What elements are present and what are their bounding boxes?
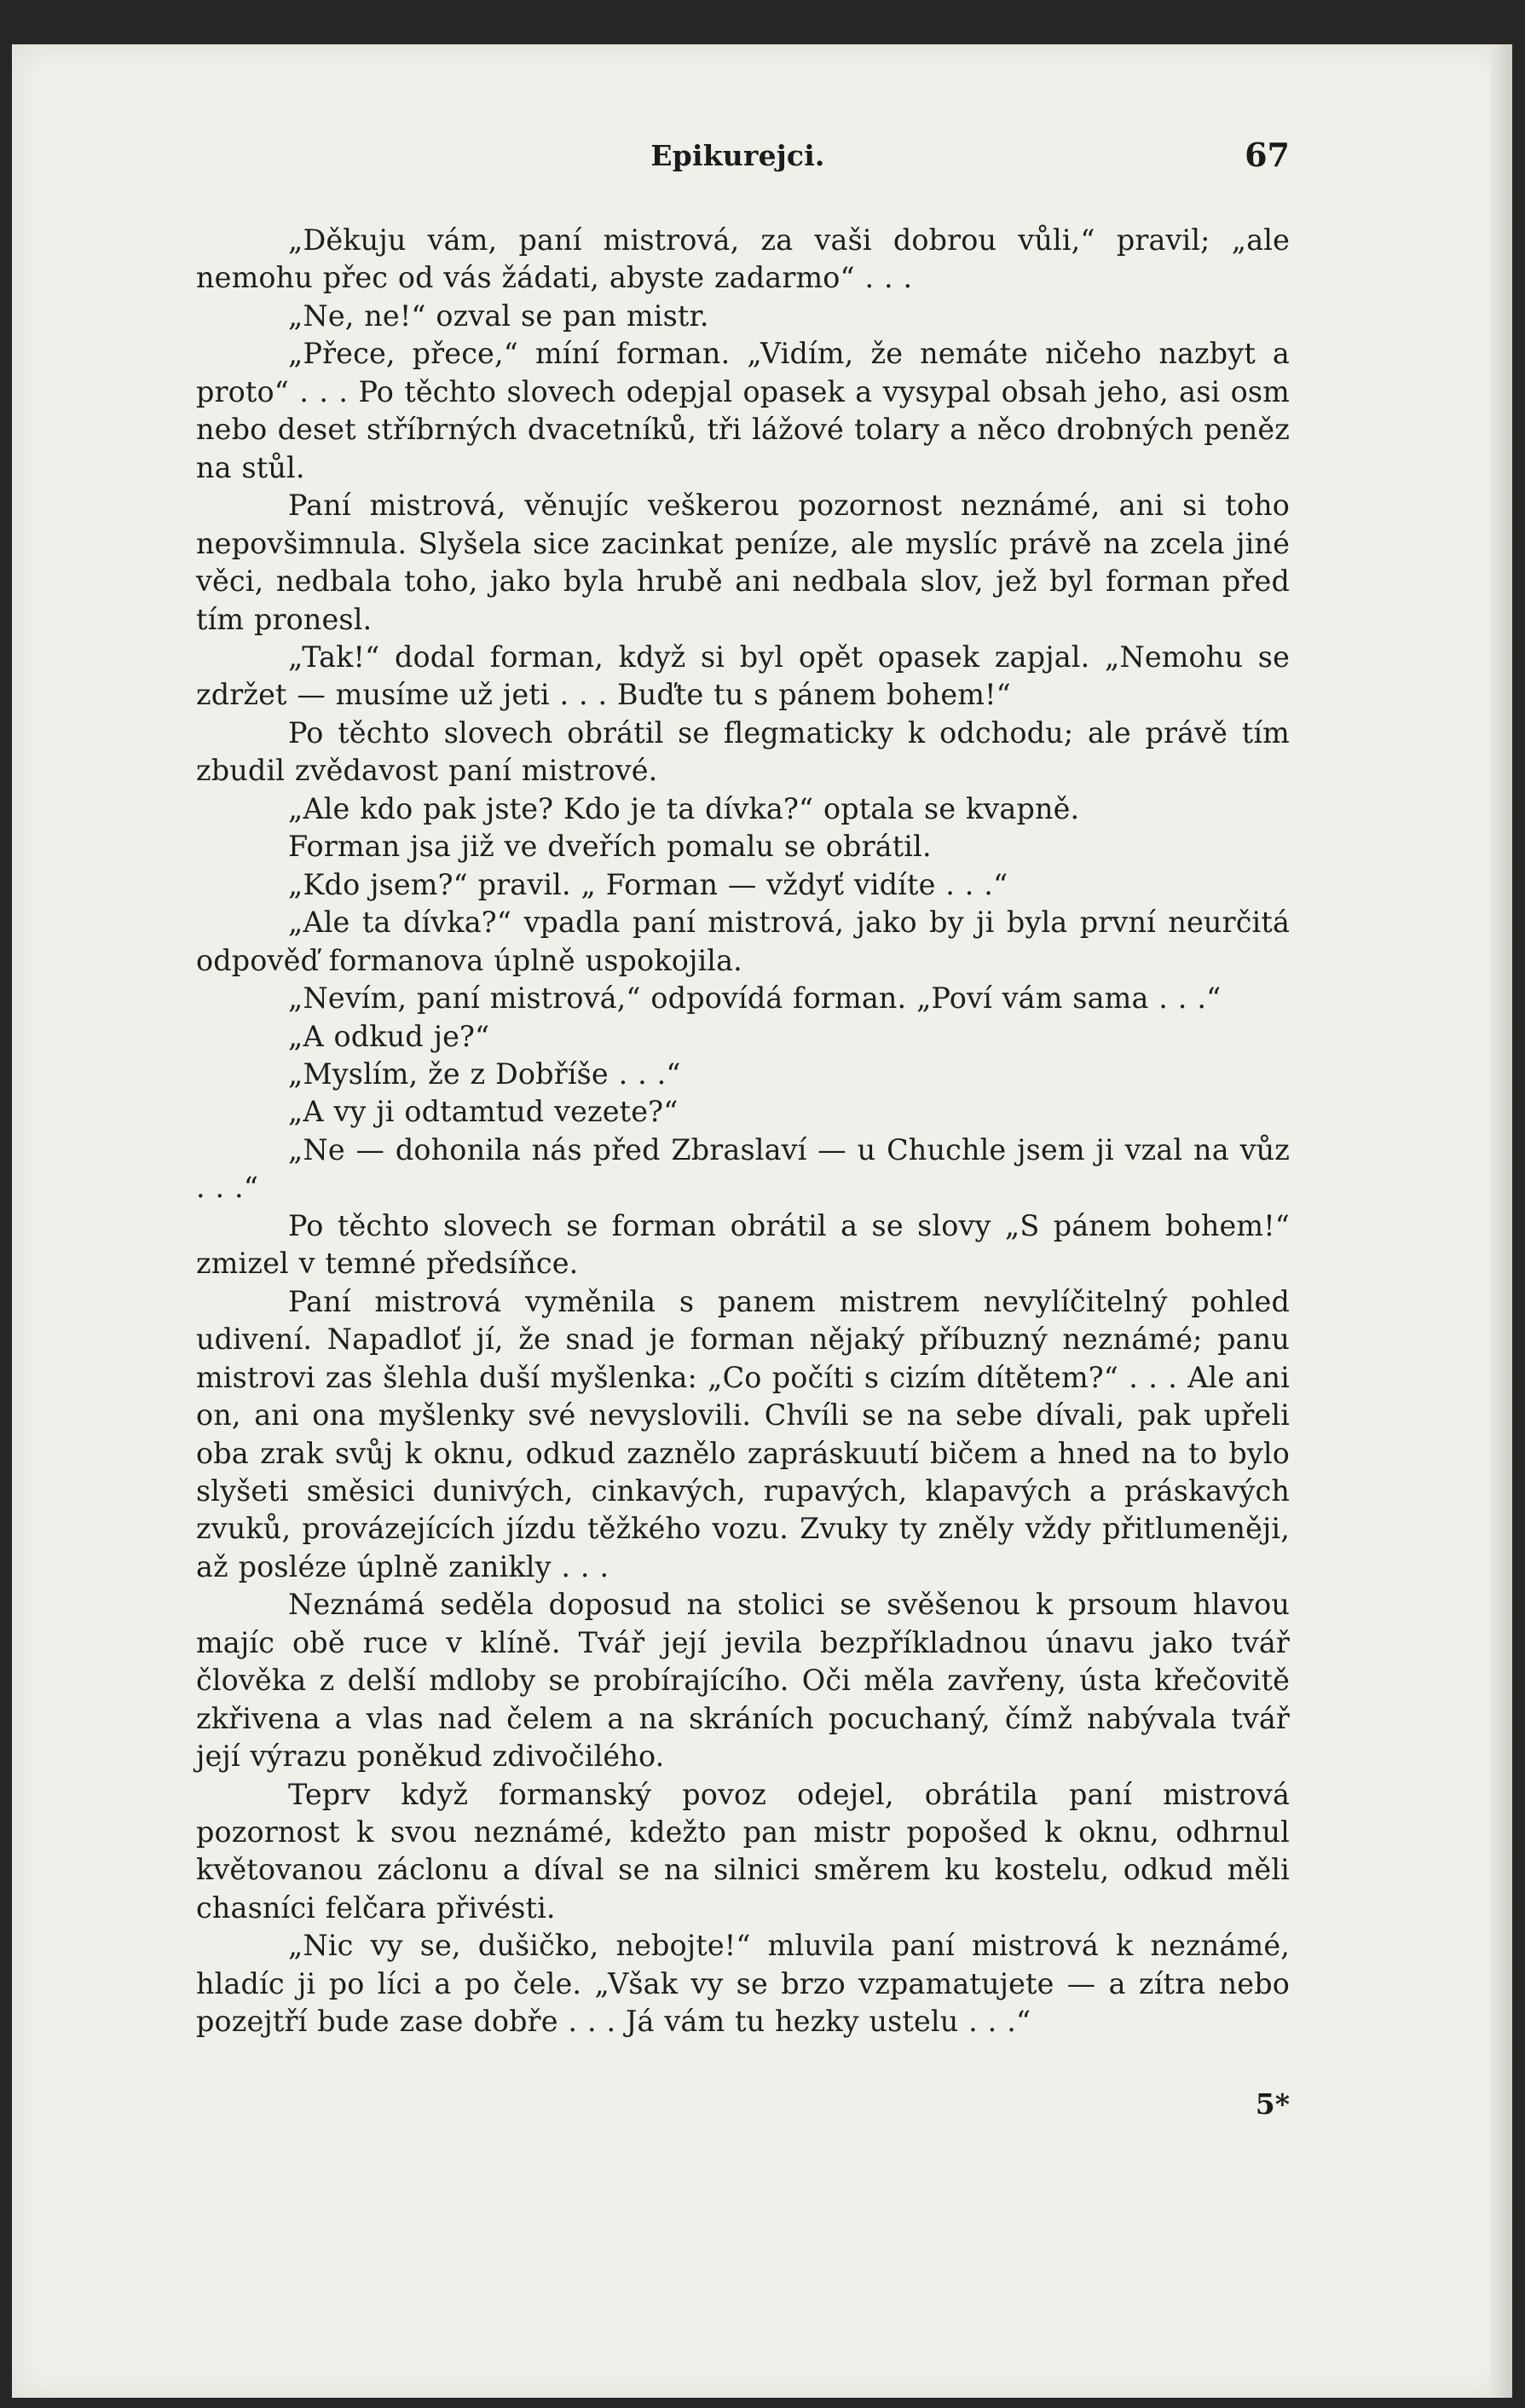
paragraph: Paní mistrová, věnujíc veškerou pozornost neznámé, ani si toho nepovšimnula. Slyšela sice zacinkat peníze, ale myslíc právě na zcela jiné věci, nedbala toho, jako byla hrubě ani nedbala slov, jež byl forman před tím pronesl. <box>196 489 1290 636</box>
paragraph: Po těchto slovech se forman obrátil a se slovy „S pánem bohem!“ zmizel v temné předsíňce. <box>196 1208 1290 1281</box>
paragraph: „Nevím, paní mistrová,“ odpovídá forman. „Poví vám sama . . .“ <box>288 981 1222 1016</box>
paragraph: „Ne — dohonila nás před Zbraslaví — u Chuchle jsem ji vzal na vůz . . .“ <box>196 1132 1290 1205</box>
paragraph: „Ne, ne!“ ozval se pan mistr. <box>288 298 709 333</box>
body-text <box>196 222 1290 2041</box>
paragraph: „Ale ta dívka?“ vpadla paní mistrová, jako by ji byla první neurčitá odpověď formanova úplně uspokojila. <box>196 906 1290 977</box>
paragraph: „Děkuju vám, paní mistrová, za vaši dobrou vůli,“ pravil; „ale nemohu přec od vás žádati, abyste zadarmo“ . . . <box>196 223 1290 295</box>
paragraph: „Tak!“ dodal forman, když si byl opět opasek zapjal. „Nemohu se zdržet — musíme už jeti . . . Buďte tu s pánem bohem!“ <box>196 640 1290 712</box>
paragraph: „A odkud je?“ <box>288 1019 490 1053</box>
page-header <box>186 134 1290 182</box>
paragraph: Neznámá seděla doposud na stolici se svěšenou k prsoum hlavou majíc obě ruce v klíně. Tvář její jevila bezpříkladnou únavu jako tvář člověka z delší mdloby se probírajícího. Oči měla zavřeny, ústa křečovitě zkřivena a vlas nad čelem a na skráních pocuchaný, čímž nabývala tvář její výrazu poněkud zdivočilého. <box>196 1588 1290 1774</box>
paragraph: Forman jsa již ve dveřích pomalu se obrátil. <box>288 830 932 864</box>
signature-mark: 5* <box>1255 2087 1290 2121</box>
paragraph: Teprv když formanský povoz odejel, obrátila paní mistrová pozornost k svou neznámé, kdežto pan mistr popošed k oknu, odhrnul květovanou záclonu a díval se na silnici směrem ku kostelu, odkud měli chasníci felčara přivésti. <box>196 1777 1290 1925</box>
page-edge-shadow <box>1490 44 1512 2398</box>
page-number: 67 <box>1245 136 1290 174</box>
paragraph: Paní mistrová vyměnila s panem mistrem nevylíčitelný pohled udivení. Napadloť jí, že snad je forman nějaký příbuzný neznámé; panu mistrovi zas šlehla duší myšlenka: „Co počíti s cizím dítětem?“ . . . Ale ani on, ani ona myšlenky své nevyslovili. Chvíli se na sebe dívali, pak upřeli oba zrak svůj k oknu, odkud zaznělo zapráskuutí bičem a hned na to bylo slyšeti směsici dunivých, cinkavých, rupavých, klapavých a práskavých zvuků, provázejících jízdu těžkého vozu. Zvuky ty zněly vždy přitlumeněji, až posléze úplně zanikly . . . <box>196 1284 1290 1583</box>
paragraph: „Kdo jsem?“ pravil. „ Forman — vždyť vidíte . . .“ <box>288 867 1008 901</box>
paragraph: „A vy ji odtamtud vezete?“ <box>288 1095 679 1129</box>
paragraph: Po těchto slovech obrátil se flegmaticky k odchodu; ale právě tím zbudil zvědavost paní mistrové. <box>196 715 1290 788</box>
paragraph: „Ale kdo pak jste? Kdo je ta dívka?“ optala se kvapně. <box>288 791 1080 825</box>
paragraph: „Nic vy se, dušičko, nebojte!“ mluvila paní mistrová k neznámé, hladíc ji po líci a po čele. „Však vy se brzo vzpamatujete — a zítra nebo pozejtří bude zase dobře . . . Já vám tu hezky ustelu . . .“ <box>196 1929 1290 2039</box>
running-title: Epikurejci. <box>650 139 825 172</box>
paragraph: „Myslím, že z Dobříše . . .“ <box>288 1056 681 1091</box>
paragraph: „Přece, přece,“ míní forman. „Vidím, že nemáte ničeho nazbyt a proto“ . . . Po těchto slovech odepjal opasek a vysypal obsah jeho, asi osm nebo deset stříbrných dvacetníků, tři lážové tolary a něco drobných peněz na stůl. <box>196 337 1290 484</box>
